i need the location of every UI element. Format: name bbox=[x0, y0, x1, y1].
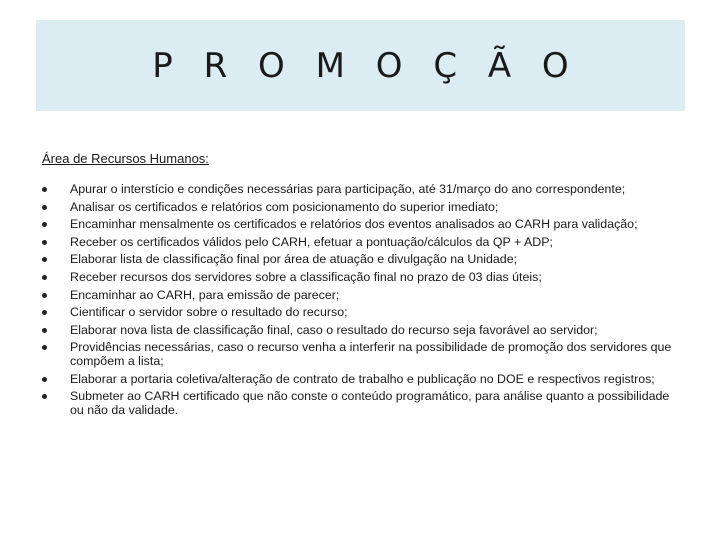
bullet-icon bbox=[42, 257, 47, 262]
list-item-text: Receber recursos dos servidores sobre a classificação final no prazo de 03 dias úteis; bbox=[70, 269, 542, 284]
list-item bbox=[42, 236, 672, 250]
list-item-text: Elaborar lista de classificação final por área de atuação e divulgação na Unidade; bbox=[70, 252, 518, 267]
list-item-text: Elaborar nova lista de classificação final, caso o resultado do recurso seja favorável ao servidor; bbox=[70, 322, 598, 337]
bullet-icon bbox=[42, 345, 47, 350]
list-item bbox=[42, 373, 672, 387]
list-item bbox=[42, 201, 672, 215]
list-item bbox=[42, 390, 672, 417]
section-heading: Área de Recursos Humanos: bbox=[42, 151, 209, 166]
list-item-text: Analisar os certificados e relatórios com posicionamento do superior imediato; bbox=[70, 199, 499, 214]
list-item bbox=[42, 341, 672, 368]
list-item-text: Submeter ao CARH certificado que não conste o conteúdo programático, para análise quanto a possibilidade ou não da validade. bbox=[70, 389, 670, 417]
bullet-list bbox=[42, 183, 672, 417]
list-item bbox=[42, 253, 672, 267]
list-item-text: Encaminhar ao CARH, para emissão de parecer; bbox=[70, 287, 340, 302]
list-item-text: Encaminhar mensalmente os certificados e relatórios dos eventos analisados ao CARH para validação; bbox=[70, 217, 638, 232]
list-item bbox=[42, 306, 672, 320]
bullet-icon bbox=[42, 187, 47, 192]
list-item bbox=[42, 183, 672, 197]
list-item-text: Receber os certificados válidos pelo CARH, efetuar a pontuação/cálculos da QP + ADP; bbox=[70, 234, 553, 249]
bullet-icon bbox=[42, 205, 47, 210]
bullet-icon bbox=[42, 310, 47, 315]
bullet-icon bbox=[42, 275, 47, 280]
list-item-text: Providências necessárias, caso o recurso venha a interferir na possibilidade de promoção dos servidores que compõem a lista; bbox=[70, 340, 672, 368]
list-item bbox=[42, 324, 672, 338]
list-item bbox=[42, 271, 672, 285]
list-item-text: Elaborar a portaria coletiva/alteração de contrato de trabalho e publicação no DOE e respectivos registros; bbox=[70, 371, 655, 386]
list-item-text: Cientificar o servidor sobre o resultado do recurso; bbox=[70, 305, 348, 320]
bullet-icon bbox=[42, 394, 47, 399]
bullet-icon bbox=[42, 222, 47, 227]
bullet-icon bbox=[42, 328, 47, 333]
list-item-text: Apurar o interstício e condições necessárias para participação, até 31/março do ano correspondente; bbox=[70, 182, 626, 196]
list-item bbox=[42, 289, 672, 303]
bullet-icon bbox=[42, 377, 47, 382]
bullet-icon bbox=[42, 293, 47, 298]
bullet-icon bbox=[42, 240, 47, 245]
content-section bbox=[42, 150, 672, 421]
page-title: P R O M O Ç Ã O bbox=[152, 45, 579, 86]
title-banner bbox=[36, 20, 685, 111]
list-item bbox=[42, 218, 672, 232]
